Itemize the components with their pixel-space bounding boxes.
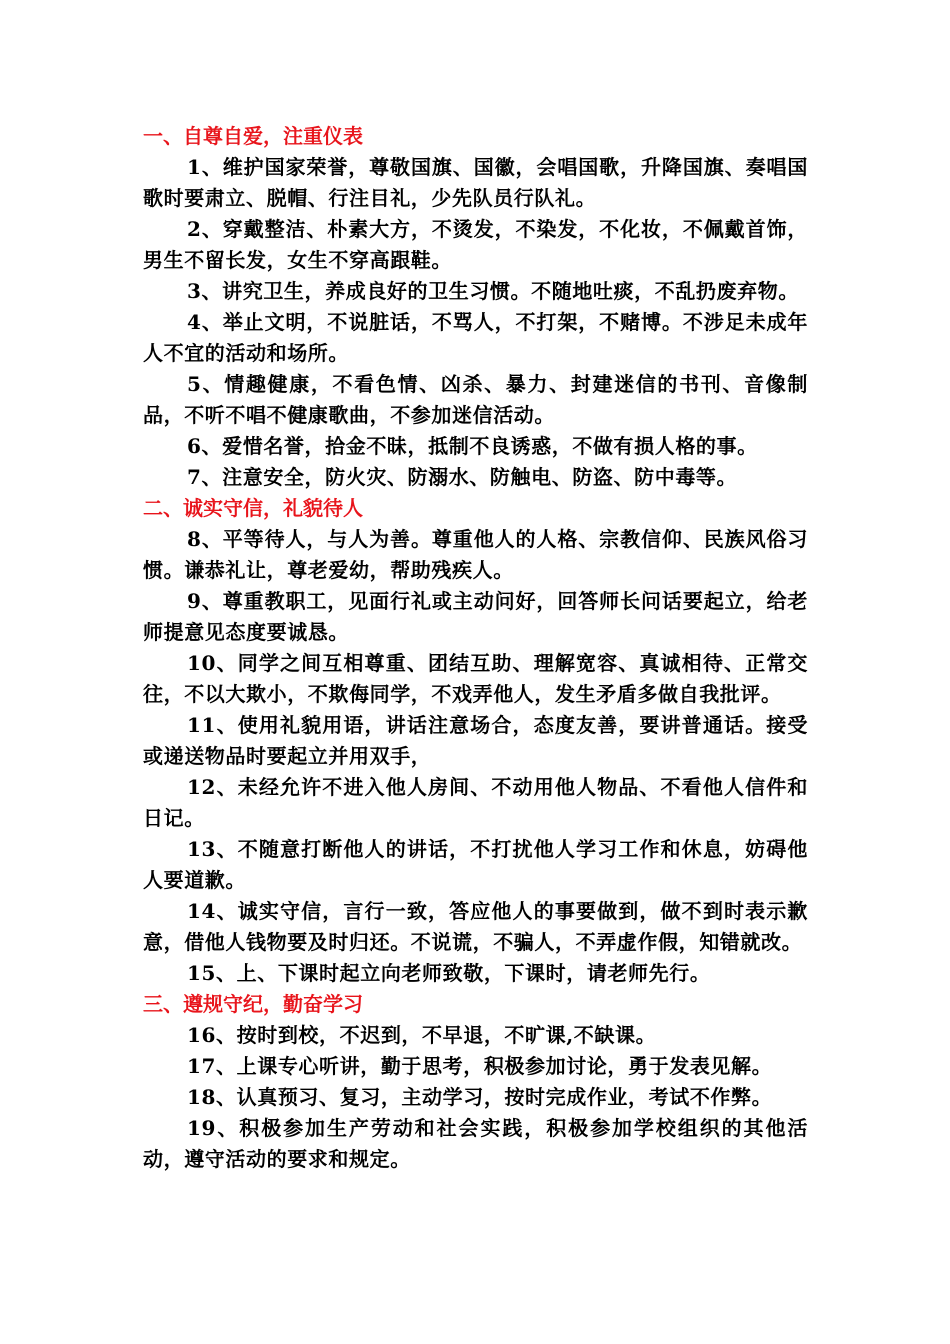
rule-item: 18、认真预习、复习，主动学习，按时完成作业，考试不作弊。 [187, 1085, 773, 1109]
rule-item: 17、上课专心听讲，勤于思考，积极参加讨论，勇于发表见解。 [187, 1054, 773, 1078]
document-page [143, 121, 808, 1175]
rule-item: 8、平等待人，与人为善。尊重他人的人格、宗教信仰、民族风俗习惯。谦恭礼让，尊老爱幼，帮助残疾人。 [143, 527, 808, 582]
rule-item: 3、讲究卫生，养成良好的卫生习惯。不随地吐痰，不乱扔废弃物。 [187, 279, 799, 303]
rule-item: 6、爱惜名誉，拾金不昧，抵制不良诱惑，不做有损人格的事。 [187, 434, 758, 458]
section-heading: 三、遵规守纪，勤奋学习 [143, 992, 363, 1016]
rule-item: 13、不随意打断他人的讲话，不打扰他人学习工作和休息，妨碍他人要道歉。 [143, 837, 808, 892]
section-3 [143, 989, 808, 1175]
rule-item: 9、尊重教职工，见面行礼或主动问好，回答师长问话要起立，给老师提意见态度要诚恳。 [143, 589, 808, 644]
section-heading: 一、自尊自爱，注重仪表 [143, 124, 363, 148]
rule-item: 2、穿戴整洁、朴素大方，不烫发，不染发，不化妆，不佩戴首饰，男生不留长发，女生不穿高跟鞋。 [143, 217, 808, 272]
section-heading: 二、诚实守信，礼貌待人 [143, 496, 363, 520]
rule-item: 1、维护国家荣誉，尊敬国旗、国徽，会唱国歌，升降国旗、奏唱国歌时要肃立、脱帽、行注目礼，少先队员行队礼。 [143, 155, 808, 210]
rule-item: 7、注意安全，防火灾、防溺水、防触电、防盗、防中毒等。 [187, 465, 738, 489]
rule-item: 5、情趣健康，不看色情、凶杀、暴力、封建迷信的书刊、音像制品，不听不唱不健康歌曲，不参加迷信活动。 [143, 372, 808, 427]
section-1 [143, 121, 808, 493]
rule-item: 10、同学之间互相尊重、团结互助、理解宽容、真诚相待、正常交往，不以大欺小，不欺侮同学，不戏弄他人，发生矛盾多做自我批评。 [143, 651, 808, 706]
section-2 [143, 493, 808, 989]
rule-item: 4、举止文明，不说脏话，不骂人，不打架，不赌博。不涉足未成年人不宜的活动和场所。 [143, 310, 808, 365]
rule-item: 19、积极参加生产劳动和社会实践，积极参加学校组织的其他活动，遵守活动的要求和规定。 [143, 1116, 808, 1171]
rule-item: 12、未经允许不进入他人房间、不动用他人物品、不看他人信件和日记。 [143, 775, 808, 830]
rule-item: 14、诚实守信，言行一致，答应他人的事要做到，做不到时表示歉意，借他人钱物要及时归还。不说谎，不骗人，不弄虚作假，知错就改。 [143, 899, 808, 954]
rule-item: 16、按时到校，不迟到，不早退，不旷课,不缺课。 [187, 1023, 657, 1047]
rule-item: 11、使用礼貌用语，讲话注意场合，态度友善，要讲普通话。接受或递送物品时要起立并用双手， [143, 713, 808, 768]
rule-item: 15、上、下课时起立向老师致敬，下课时，请老师先行。 [187, 961, 711, 985]
